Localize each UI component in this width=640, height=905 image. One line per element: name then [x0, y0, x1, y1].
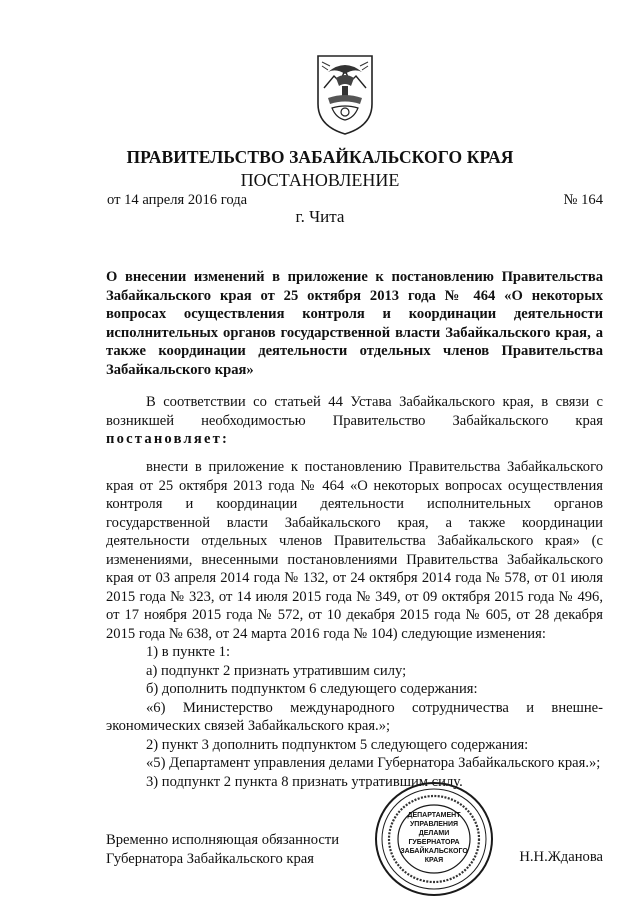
- list-item: 2) пункт 3 дополнить подпунктом 5 следующего содержания:: [146, 736, 529, 753]
- list-item: 1) в пункте 1:: [146, 644, 231, 660]
- list-item: «6) Министерство международного сотрудничества и внешне-экономических связей Забайкальского края.»;: [106, 699, 603, 734]
- signatory-name: Н.Н.Жданова: [519, 849, 603, 865]
- document-subject: О внесении изменений в приложение к постановлению Правительства Забайкальского края от 25 октября 2013 года № 464 «О некоторых вопросах осуществления контроля и координации деятельности исполнительных органов государственной власти Забайкальского края, а также координации деятельности отдельных членов Правительства Забайкальского края»: [106, 269, 603, 378]
- preamble-text: В соответствии со статьей 44 Устава Забайкальского края, в связи с возникшей необходимостью Правительство Забайкальского края: [106, 394, 603, 429]
- list-item: б) дополнить подпунктом 6 следующего содержания:: [146, 681, 478, 697]
- seal-line: ЗАБАЙКАЛЬСКОГО: [400, 848, 468, 855]
- document-type: ПОСТАНОВЛЕНИЕ: [240, 170, 400, 190]
- seal-line: КРАЯ: [424, 857, 444, 864]
- amendment-items-list: [106, 643, 603, 791]
- coat-of-arms-icon: [314, 52, 376, 136]
- resolves-word: постановляет:: [106, 431, 230, 447]
- list-item: а) подпункт 2 признать утратившим силу;: [146, 662, 407, 679]
- document-date: от 14 апреля 2016 года: [107, 192, 248, 208]
- signatory-position-line: Временно исполняющая обязанности: [106, 832, 340, 848]
- seal-line: ДЕЛАМИ: [418, 830, 450, 837]
- preamble-paragraph: [106, 393, 603, 449]
- document-city: г. Чита: [295, 207, 345, 226]
- signatory-position: [106, 831, 339, 868]
- body-intro-paragraph: внести в приложение к постановлению Правительства Забайкальского края от 25 октября 2013 года № 464 «О некоторых вопросах осуществления контроля и координации деятельности исполнительных органов государственной власти Забайкальского края, а также координации деятельности отдельных членов Правительства Забайкальского края» (с изменениями, внесенными постановлениями Правительства Забайкальского края от 03 апреля 2014 года № 132, от 24 октября 2014 года № 578, от 01 июля 2015 года № 323, от 14 июля 2015 года № 349, от 09 октября 2015 года № 496, от 17 ноября 2015 года № 572, от 10 декабря 2015 года № 605, от 28 декабря 2015 года № 638, от 24 марта 2016 года № 104) следующие изменения:: [106, 459, 603, 642]
- list-item: 3) подпункт 2 пункта 8 признать утратившим силу.: [146, 773, 463, 790]
- official-seal-icon: [372, 779, 496, 899]
- list-item: «5) Департамент управления делами Губернатора Забайкальского края.»;: [146, 755, 601, 771]
- government-title: ПРАВИТЕЛЬСТВО ЗАБАЙКАЛЬСКОГО КРАЯ: [126, 147, 514, 167]
- document-number: № 164: [563, 192, 603, 208]
- seal-line: УПРАВЛЕНИЯ: [409, 821, 459, 828]
- seal-line: ГУБЕРНАТОРА: [408, 839, 460, 846]
- signatory-position-line: Губернатора Забайкальского края: [106, 850, 314, 867]
- seal-line: ДЕПАРТАМЕНТ: [407, 812, 461, 819]
